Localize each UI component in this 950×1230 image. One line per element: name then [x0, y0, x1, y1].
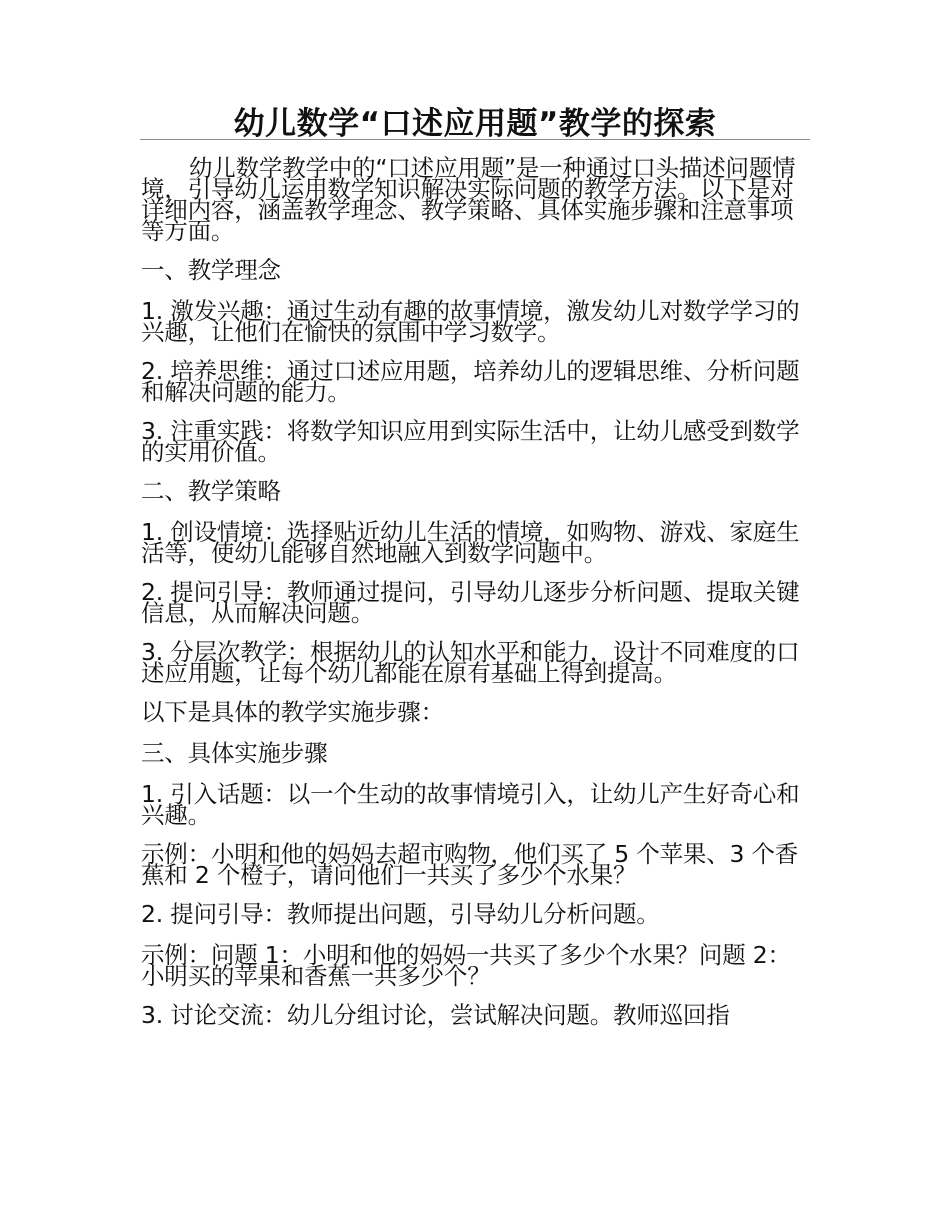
philosophy-item-2: 2. 培养思维：通过口述应用题，培养幼儿的逻辑思维、分析问题和解决问题的能力。	[141, 357, 800, 406]
philosophy-item-3: 3. 注重实践：将数学知识应用到实际生活中，让幼儿感受到数学的实用价值。	[141, 417, 800, 466]
document-body	[141, 154, 813, 1044]
philosophy-item-1: 1. 激发兴趣：通过生动有趣的故事情境，激发幼儿对数学学习的兴趣，让他们在愉快的氛围中学习数学。	[141, 297, 800, 346]
step-1: 1. 引入话题：以一个生动的故事情境引入，让幼儿产生好奇心和兴趣。	[141, 780, 800, 829]
intro-paragraph: 幼儿数学教学中的“口述应用题”是一种通过口头描述问题情境，引导幼儿运用数学知识解决实际问题的教学方法。以下是对详细内容，涵盖教学理念、教学策略、具体实施步骤和注意事项等方面。	[141, 154, 796, 245]
example-2: 示例：问题 1：小明和他的妈妈一共买了多少个水果？问题 2：小明买的苹果和香蕉一共多少个？	[141, 941, 791, 990]
section-heading-philosophy: 一、教学理念	[141, 256, 281, 284]
document-title: 幼儿数学“口述应用题”教学的探索	[233, 106, 717, 142]
title-underline	[140, 139, 810, 140]
section-heading-strategy: 二、教学策略	[141, 477, 281, 505]
transition-paragraph: 以下是具体的教学实施步骤：	[141, 698, 444, 726]
strategy-item-1: 1. 创设情境：选择贴近幼儿生活的情境，如购物、游戏、家庭生活等，使幼儿能够自然地融入到数学问题中。	[141, 518, 800, 567]
step-3: 3. 讨论交流：幼儿分组讨论，尝试解决问题。教师巡回指	[141, 1001, 730, 1029]
example-1: 示例：小明和他的妈妈去超市购物，他们买了 5 个苹果、3 个香蕉和 2 个橙子，请问他们一共买了多少个水果？	[141, 840, 799, 889]
step-2: 2. 提问引导：教师提出问题，引导幼儿分析问题。	[141, 900, 660, 928]
strategy-item-3: 3. 分层次教学：根据幼儿的认知水平和能力，设计不同难度的口述应用题，让每个幼儿都能在原有基础上得到提高。	[141, 638, 800, 687]
section-heading-steps: 三、具体实施步骤	[141, 739, 328, 767]
strategy-item-2: 2. 提问引导：教师通过提问，引导幼儿逐步分析问题、提取关键信息，从而解决问题。	[141, 578, 800, 627]
